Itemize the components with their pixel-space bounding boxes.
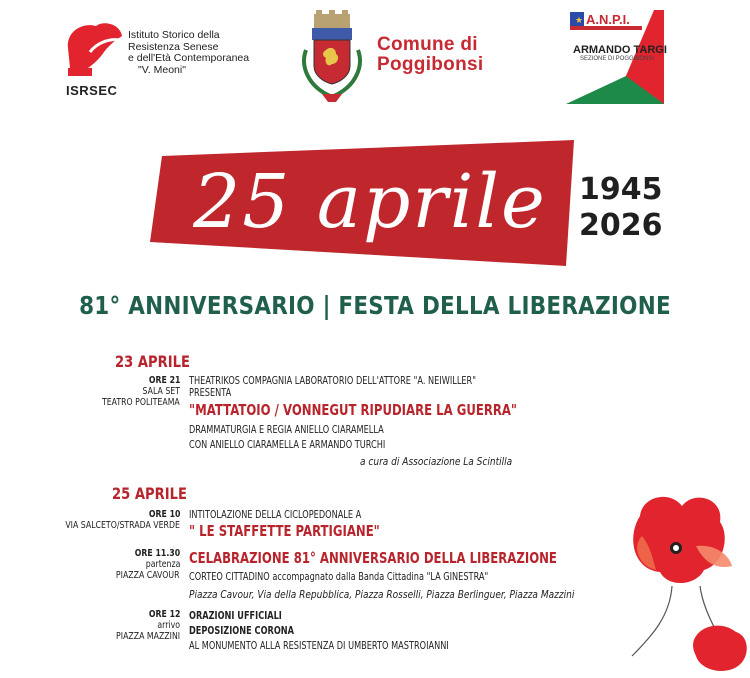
year-end: 2026 <box>579 208 663 243</box>
day1-venue2: TEATRO POLITEAMA <box>102 397 180 408</box>
e2-note: partenza <box>145 559 180 570</box>
e3-time: ORE 12 <box>148 609 180 620</box>
e2-place: PIAZZA CAVOUR <box>116 570 180 581</box>
day1-line4: CON ANIELLO CIARAMELLA E ARMANDO TURCHI <box>189 439 386 451</box>
e2-line1: CORTEO CITTADINO accompagnato dalla Banda Cittadina "LA GINESTRA" <box>189 571 489 583</box>
e1-line1: INTITOLAZIONE DELLA CICLOPEDONALE A <box>189 509 362 521</box>
e2-title: CELABRAZIONE 81° ANNIVERSARIO DELLA LIBERAZIONE <box>189 549 557 567</box>
poppy-flowers-icon <box>612 486 750 674</box>
comune-line-1: Comune di <box>377 34 478 55</box>
day2-date: 25 APRILE <box>112 484 187 503</box>
e3-line2: DEPOSIZIONE CORONA <box>189 625 294 637</box>
e3-note: arrivo <box>157 620 180 631</box>
e1-title: " LE STAFFETTE PARTIGIANE" <box>189 522 380 540</box>
comune-line-2: Poggibonsi <box>377 54 484 75</box>
svg-text:★: ★ <box>575 16 584 26</box>
anpi-section-name: ARMANDO TARGI <box>573 44 667 56</box>
day1-date: 23 APRILE <box>115 352 190 371</box>
anpi-section-sub: SEZIONE DI POGGIBONSI <box>580 56 655 62</box>
day1-credit: a cura di Associazione La Scintilla <box>360 455 513 468</box>
e1-place: VIA SALCETO/STRADA VERDE <box>65 520 180 531</box>
isrsec-line-2: Resistenza Senese <box>128 40 219 53</box>
e2-time: ORE 11.30 <box>134 548 180 559</box>
day1-line3: DRAMMATURGIA E REGIA ANIELLO CIARAMELLA <box>189 424 384 436</box>
event-subtitle: 81° ANNIVERSARIO | FESTA DELLA LIBERAZIONE <box>79 291 671 320</box>
poppy-logo-icon <box>60 18 130 80</box>
isrsec-line-1: Istituto Storico della <box>128 29 220 41</box>
day1-line1: THEATRIKOS COMPAGNIA LABORATORIO DELL'ATTORE "A. NEIWILLER" <box>189 375 477 387</box>
day1-line2: PRESENTA <box>189 387 232 399</box>
e3-place: PIAZZA MAZZINI <box>115 631 180 642</box>
years-block <box>579 172 663 244</box>
poppy-illustration <box>612 486 750 674</box>
comune-crest <box>296 10 368 110</box>
crest-icon <box>296 10 368 110</box>
isrsec-logo <box>60 18 130 80</box>
comune-name <box>377 35 483 75</box>
banner-title: 25 aprile <box>193 159 547 245</box>
day1-venue1: SALA SET <box>142 386 180 397</box>
anpi-logo-text: A.N.P.I. <box>586 12 630 27</box>
e1-time: ORE 10 <box>148 509 180 520</box>
isrsec-name <box>128 30 249 76</box>
e2-route: Piazza Cavour, Via della Repubblica, Piazza Rosselli, Piazza Berlinguer, Piazza Mazzini <box>189 588 575 601</box>
day1-show: "MATTATOIO / VONNEGUT RIPUDIARE LA GUERRA" <box>189 401 518 419</box>
isrsec-line-4: "V. Meoni" <box>138 63 186 76</box>
isrsec-acronym: ISRSEC <box>66 83 118 98</box>
e3-line3: AL MONUMENTO ALLA RESISTENZA DI UMBERTO MASTROIANNI <box>189 640 449 652</box>
e3-line1: ORAZIONI UFFICIALI <box>189 610 282 622</box>
day1-time: ORE 21 <box>148 375 180 386</box>
isrsec-line-3: e dell'Età Contemporanea <box>128 52 250 64</box>
year-start: 1945 <box>579 172 663 207</box>
